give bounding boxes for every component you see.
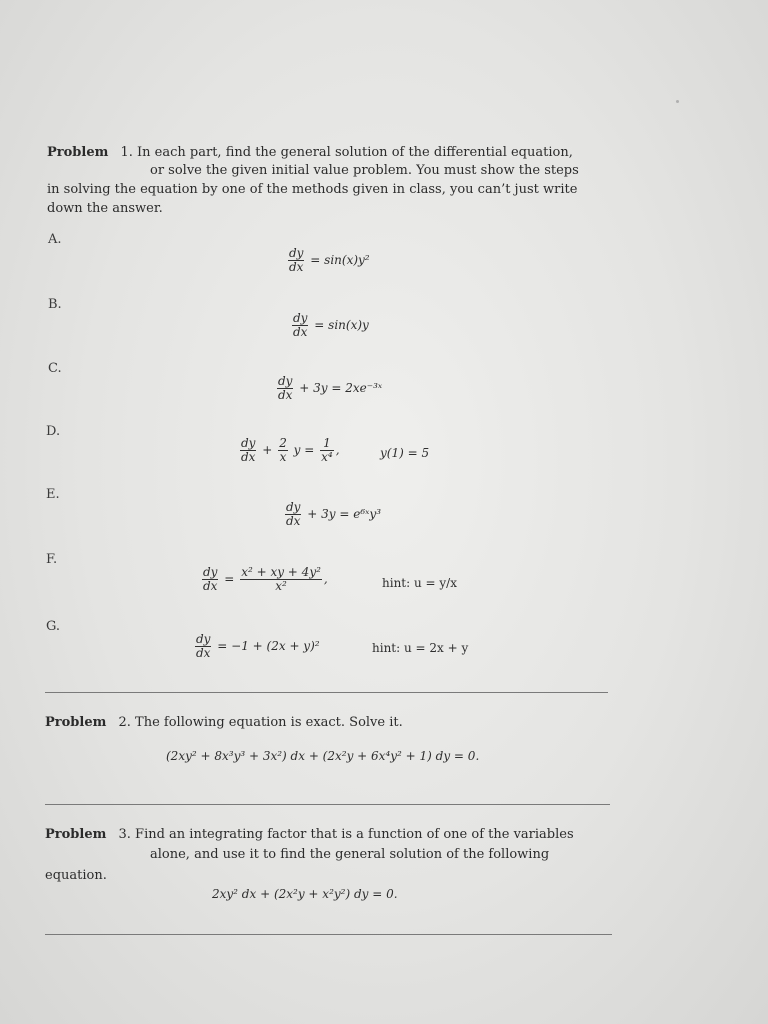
part-f-equation: $\frac{dy}{dx}$ = $\frac{\text{x² + xy + 4y²}}{\text{x²}}$ , bbox=[203, 565, 328, 593]
part-f-hint: hint: u = y/x bbox=[382, 576, 457, 590]
problem2-line bbox=[45, 715, 403, 731]
part-g-equation bbox=[193, 633, 320, 660]
part-e-equation bbox=[283, 501, 381, 528]
part-f-comma: , bbox=[323, 572, 328, 586]
problem2-equation: (2xy² + 8x³y³ + 3x²) dx + (2x²y + 6x⁴y² + 1) dy = 0. bbox=[166, 749, 480, 763]
dy-numerator: dy bbox=[278, 374, 293, 388]
problem1-heading: Problem bbox=[47, 145, 109, 160]
part-f-rhs-num: x² + xy + 4y² bbox=[241, 565, 321, 579]
part-a-equation bbox=[286, 247, 370, 274]
dx-denominator: dx bbox=[278, 388, 293, 402]
divider-2 bbox=[45, 804, 610, 805]
problem2-heading: Problem bbox=[45, 715, 107, 730]
part-d-equation bbox=[238, 437, 340, 464]
dx-denominator: dx bbox=[293, 325, 308, 339]
problem3-number: 3. bbox=[118, 827, 131, 842]
part-b-equation bbox=[290, 312, 369, 339]
problem1-intro-line3: in solving the equation by one of the methods given in class, you can’t just write bbox=[47, 182, 578, 197]
part-e-rhs: + 3y = e⁶ˣy³ bbox=[307, 507, 382, 521]
part-d-plus: + bbox=[262, 443, 273, 457]
dx-denominator: dx bbox=[289, 260, 304, 274]
part-d-eq: y = bbox=[293, 443, 315, 457]
problem1-number: 1. bbox=[120, 145, 133, 160]
part-d-initial-condition: y(1) = 5 bbox=[380, 446, 430, 460]
problem3-text1: Find an integrating factor that is a function of one of the variables bbox=[135, 827, 574, 842]
part-d-rhs-den: x⁴ bbox=[321, 450, 333, 464]
problem1-intro-line4: down the answer. bbox=[47, 201, 163, 216]
part-g-hint: hint: u = 2x + y bbox=[372, 641, 469, 655]
part-b-label: B. bbox=[48, 297, 62, 312]
problem1-intro-line2: or solve the given initial value problem. You must show the steps bbox=[150, 163, 579, 178]
dy-numerator: dy bbox=[286, 500, 301, 514]
part-b-rhs: = sin(x)y bbox=[314, 318, 369, 332]
part-f-rhs-den: x² bbox=[275, 579, 287, 593]
part-c-label: C. bbox=[48, 361, 62, 376]
part-f-label: F. bbox=[46, 552, 58, 567]
problem3-heading: Problem bbox=[45, 827, 107, 842]
part-d-label: D. bbox=[46, 424, 61, 439]
part-e-label: E. bbox=[46, 487, 60, 502]
problem3-line2: alone, and use it to find the general solution of the following bbox=[150, 847, 550, 862]
problem3-line3: equation. bbox=[45, 868, 107, 883]
problem3-line1 bbox=[45, 827, 574, 843]
problem1-intro-text1: In each part, find the general solution of the differential equation, bbox=[137, 145, 573, 160]
part-d-coef-den: x bbox=[279, 450, 287, 464]
dy-numerator: dy bbox=[289, 246, 304, 260]
part-d-coef-num: 2 bbox=[279, 436, 287, 450]
dx-denominator: dx bbox=[286, 514, 301, 528]
part-d-comma: , bbox=[335, 443, 340, 457]
problem2-text: The following equation is exact. Solve it. bbox=[135, 715, 403, 730]
part-g-rhs: = −1 + (2x + y)² bbox=[217, 639, 320, 653]
dx-denominator: dx bbox=[196, 646, 211, 660]
part-a-rhs: = sin(x)y² bbox=[310, 253, 370, 267]
problem3-equation: 2xy² dx + (2x²y + x²y²) dy = 0. bbox=[212, 887, 398, 901]
dy-numerator: dy bbox=[293, 311, 308, 325]
part-d-rhs-num: 1 bbox=[320, 437, 334, 451]
part-c-rhs: + 3y = 2xe⁻³ˣ bbox=[299, 381, 383, 395]
dx-denominator: dx bbox=[203, 579, 218, 593]
problem2-number: 2. bbox=[118, 715, 131, 730]
problem1-intro-line1 bbox=[47, 145, 573, 161]
dy-numerator: dy bbox=[196, 632, 211, 646]
divider-1 bbox=[45, 692, 608, 693]
part-c-equation bbox=[275, 375, 382, 402]
dx-denominator: dx bbox=[241, 450, 256, 464]
divider-3 bbox=[45, 934, 612, 935]
part-g-label: G. bbox=[46, 619, 61, 634]
part-a-label: A. bbox=[48, 232, 62, 247]
paper-speck bbox=[676, 100, 679, 103]
dy-numerator: dy bbox=[203, 565, 218, 579]
dy-numerator: dy bbox=[241, 436, 256, 450]
